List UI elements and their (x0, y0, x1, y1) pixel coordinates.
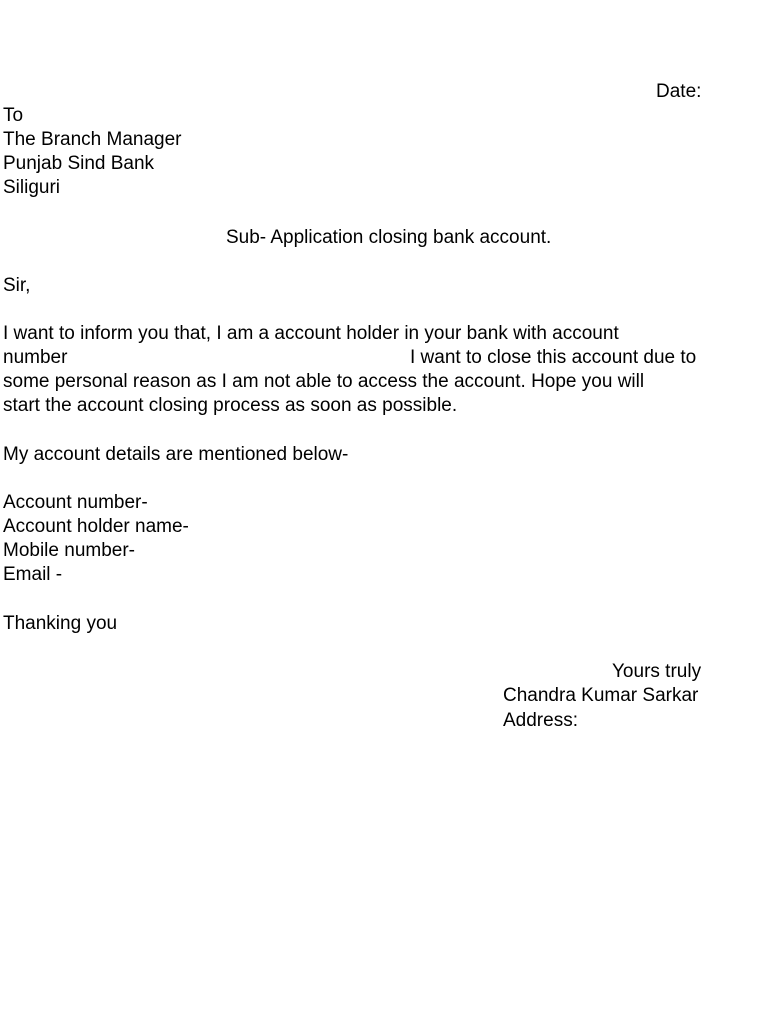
field-email: Email - (3, 564, 63, 585)
closing-line: Yours truly (612, 661, 702, 682)
body-line-2-right: I want to close this account due to (410, 347, 697, 368)
details-intro: My account details are mentioned below- (3, 444, 349, 465)
date-label: Date: (656, 81, 702, 102)
city-name: Siliguri (3, 177, 61, 198)
body-line-2-left: number (3, 347, 68, 368)
to-label: To (3, 105, 24, 126)
body-line-4: start the account closing process as soon as possible. (3, 395, 458, 416)
subject-line: Sub- Application closing bank account. (226, 227, 552, 248)
sender-name: Chandra Kumar Sarkar (503, 685, 699, 706)
field-mobile-number: Mobile number- (3, 540, 135, 561)
salutation: Sir, (3, 275, 31, 296)
body-line-3: some personal reason as I am not able to access the account. Hope you will (3, 371, 645, 392)
field-account-number: Account number- (3, 492, 148, 513)
body-line-1: I want to inform you that, I am a account holder in your bank with account (3, 323, 619, 344)
recipient-title: The Branch Manager (3, 129, 182, 150)
field-account-holder-name: Account holder name- (3, 516, 189, 537)
address-label: Address: (503, 710, 578, 731)
bank-name: Punjab Sind Bank (3, 153, 155, 174)
thanks-line: Thanking you (3, 613, 118, 634)
